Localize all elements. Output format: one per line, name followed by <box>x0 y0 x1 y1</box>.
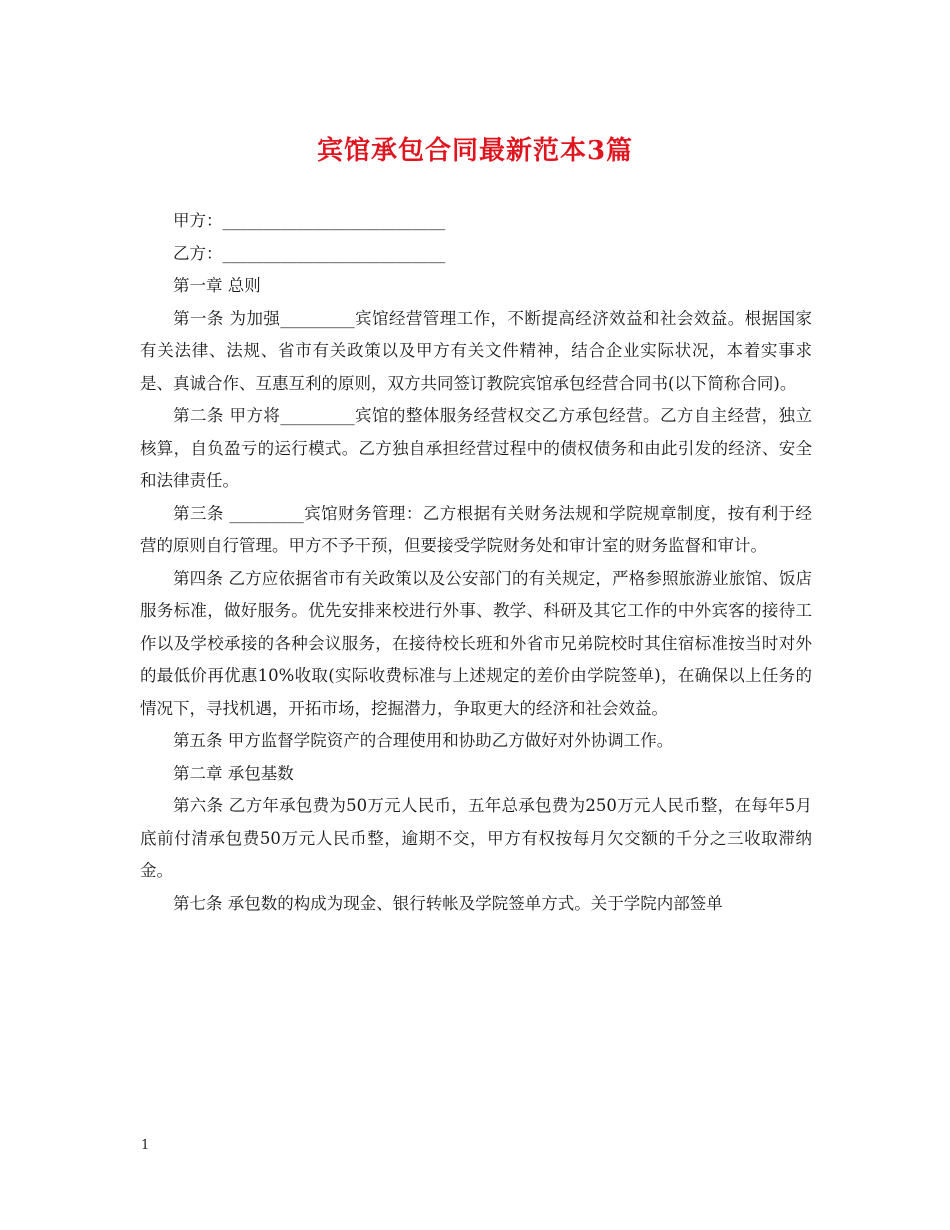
article-paragraph: 第四条 乙方应依据省市有关政策以及公安部门的有关规定，严格参照旅游业旅馆、饭店服务标准，做好服务。优先安排来校进行外事、教学、科研及其它工作的中外宾客的接待工作以及学校承接的各种会议服务，在接待校长班和外省市兄弟院校时其住宿标准按当时对外的最低价再优惠10%收取(实际收费标准与上述规定的差价由学院签单)，在确保以上任务的情况下，寻找机遇，开拓市场，挖掘潜力，争取更大的经济和社会效益。 <box>140 568 812 718</box>
page-number: 1 <box>141 1138 150 1153</box>
party-b-line: 乙方：___________________________ <box>173 243 446 263</box>
article-paragraph: 第五条 甲方监督学院资产的合理使用和协助乙方做好对外协调工作。 <box>173 731 674 750</box>
chapter-heading: 第二章 承包基数 <box>173 763 294 783</box>
article-paragraph: 第六条 乙方年承包费为50万元人民币，五年总承包费为250万元人民币整，在每年5月底前付清承包费50万元人民币整，逾期不交，甲方有权按每月欠交额的千分之三收取滞纳金。 <box>140 796 812 880</box>
chapter-heading: 第一章 总则 <box>173 276 261 295</box>
document-title: 宾馆承包合同最新范本3篇 <box>316 136 634 166</box>
article-paragraph: 第七条 承包数的构成为现金、银行转帐及学院签单方式。关于学院内部签单 <box>173 893 723 913</box>
article-paragraph: 第二条 甲方将_________宾馆的整体服务经营权交乙方承包经营。乙方自主经营，独立核算，自负盈亏的运行模式。乙方独自承担经营过程中的债权债务和由此引发的经济、安全和法律责任。 <box>140 406 812 490</box>
document-body <box>140 205 812 920</box>
party-a-line: 甲方：___________________________ <box>173 211 446 230</box>
article-paragraph: 第三条 _________宾馆财务管理：乙方根据有关财务法规和学院规章制度，按有利于经营的原则自行管理。甲方不予干预，但要接受学院财务处和审计室的财务监督和审计。 <box>140 503 812 555</box>
article-paragraph: 第一条 为加强_________宾馆经营管理工作，不断提高经济效益和社会效益。根据国家有关法律、法规、省市有关政策以及甲方有关文件精神，结合企业实际状况，本着实事求是、真诚合作、互惠互利的原则，双方共同签订教院宾馆承包经营合同书(以下简称合同)。 <box>140 308 812 393</box>
